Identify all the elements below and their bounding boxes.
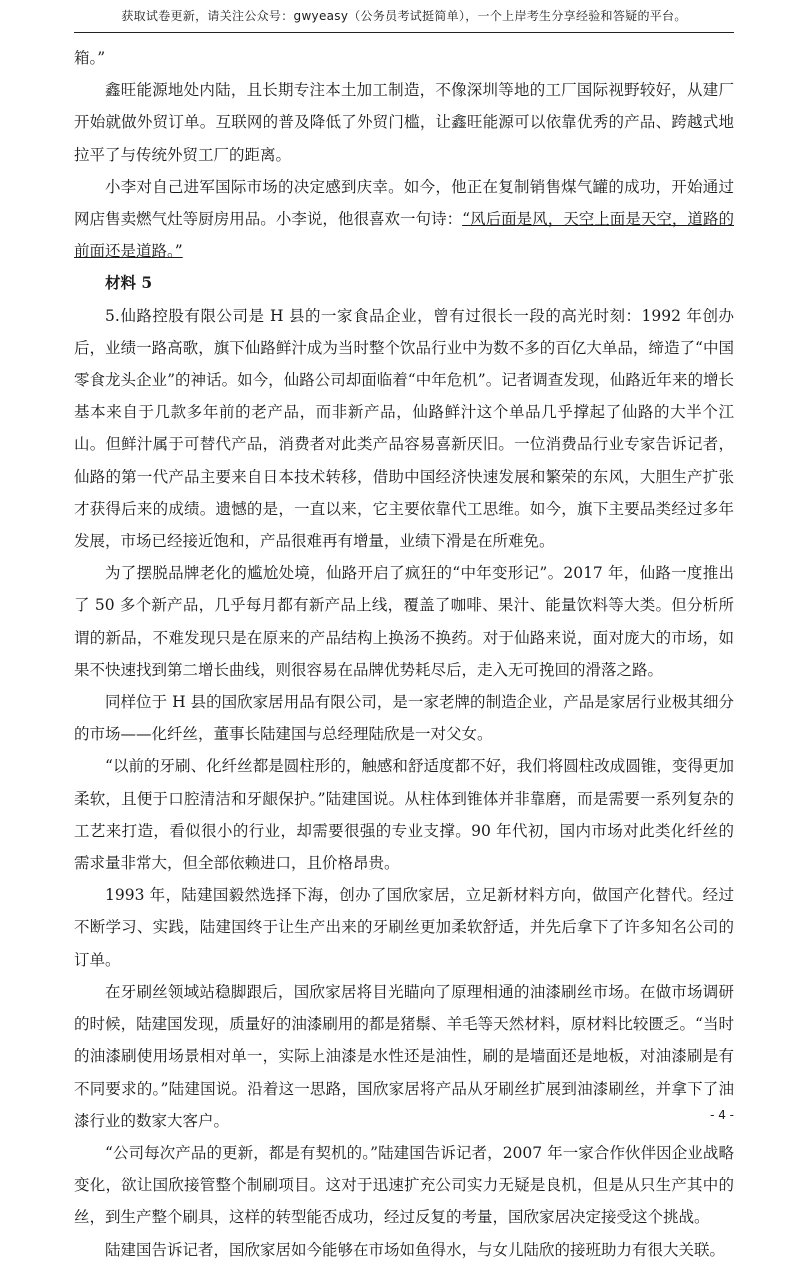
quote-lead-text: 小李对自己进军国际市场的决定感到庆幸。如今，他正在复制销售煤气罐的成功，开始通过网店售卖燃气灶等厨房用品。小李说，他很喜欢一句诗：: [74, 177, 734, 229]
paragraph: “公司每次产品的更新，都是有契机的。”陆建国告诉记者，2007 年一家合作伙伴因企业战略变化，欲让国欣接管整个制刷项目。这对于迅速扩充公司实力无疑是良机，但是从只生产其中的丝，到生产整个刷具，这样的转型能否成功，经过反复的考量，国欣家居决定接受这个挑战。: [74, 1143, 734, 1227]
paragraph: 在牙刷丝领域站稳脚跟后，国欣家居将目光瞄向了原理相通的油漆刷丝市场。在做市场调研的时候，陆建国发现，质量好的油漆刷用的都是猪鬃、羊毛等天然材料，原材料比较匮乏。“当时的油漆刷使用场景相对单一，实际上油漆是水性还是油性，刷的是墙面还是地板，对油漆刷是有不同要求的。”陆建国说。沿着这一思路，国欣家居将产品从牙刷丝扩展到油漆刷丝，并拿下了油漆行业的数家大客户。: [74, 982, 734, 1130]
page-header: [74, 0, 734, 33]
paragraph: 为了摆脱品牌老化的尴尬处境，仙路开启了疯狂的“中年变形记”。2017 年，仙路一度推出了 50 多个新产品，几乎每月都有新产品上线，覆盖了咖啡、果汁、能量饮料等大类。但分析所谓的新品，不难发现只是在原来的产品结构上换汤不换药。对于仙路来说，面对庞大的市场，如果不快速找到第二增长曲线，则很容易在品牌优势耗尽后，走入无可挽回的滑落之路。: [74, 564, 734, 679]
underlined-poem: “风后面是风，天空上面是天空，道路的前面还是道路。”: [74, 210, 734, 261]
paragraph: 陆建国告诉记者，国欣家居如今能够在市场如鱼得水，与女儿陆欣的接班助力有很大关联。: [105, 1240, 726, 1259]
document-body: [74, 42, 734, 1266]
paragraph: “以前的牙刷、化纤丝都是圆柱形的，触感和舒适度都不好，我们将圆柱改成圆锥，变得更加柔软，且便于口腔清洁和牙龈保护。”陆建国说。从柱体到锥体并非靠磨，而是需要一系列复杂的工艺来打造，看似很小的行业，却需要很强的专业支撑。90 年代初，国内市场对此类化纤丝的需求量非常大，但全部依赖进口，且价格昂贵。: [74, 757, 734, 873]
paragraph: 箱。”: [74, 49, 106, 67]
paragraph: 1993 年，陆建国毅然选择下海，创办了国欣家居，立足新材料方向，做国产化替代。经过不断学习、实践，陆建国终于让生产出来的牙刷丝更加柔软舒适，并先后拿下了许多知名公司的订单。: [74, 886, 734, 969]
paragraph: 同样位于 H 县的国欣家居用品有限公司，是一家老牌的制造企业，产品是家居行业极其细分的市场——化纤丝，董事长陆建国与总经理陆欣是一对父女。: [74, 693, 734, 744]
page-number: - 4 -: [710, 1108, 734, 1122]
section-title: 材料 5: [105, 273, 153, 293]
paragraph: 5.仙路控股有限公司是 H 县的一家食品企业，曾有过很长一段的高光时刻：1992 年创办后，业绩一路高歌，旗下仙路鲜汁成为当时整个饮品行业中为数不多的百亿大单品，缔造了“中国零食龙头企业”的神话。如今，仙路公司却面临着“中年危机”。记者调查发现，仙路近年来的增长基本来自于几款多年前的老产品，而非新产品，仙路鲜汁这个单品几乎撑起了仙路的大半个江山。但鲜汁属于可替代产品，消费者对此类产品容易喜新厌旧。一位消费品行业专家告诉记者，仙路的第一代产品主要来自日本技术转移，借助中国经济快速发展和繁荣的东风，大胆生产扩张才获得后来的成绩。遗憾的是，一直以来，它主要依靠代工思维。如今，旗下主要品类经过多年发展，市场已经接近饱和，产品很难再有增量，业绩下滑是在所难免。: [74, 306, 734, 551]
header-text: 获取试卷更新，请关注公众号：gwyeasy（公务员考试挺简单），一个上岸考生分享经验和答疑的平台。: [121, 9, 687, 23]
paragraph: 鑫旺能源地处内陆，且长期专注本土加工制造，不像深圳等地的工厂国际视野较好，从建厂开始就做外贸订单。互联网的普及降低了外贸门槛，让鑫旺能源可以依靠优秀的产品、跨越式地拉平了与传统外贸工厂的距离。: [74, 81, 734, 164]
quote-paragraph: [74, 171, 734, 268]
